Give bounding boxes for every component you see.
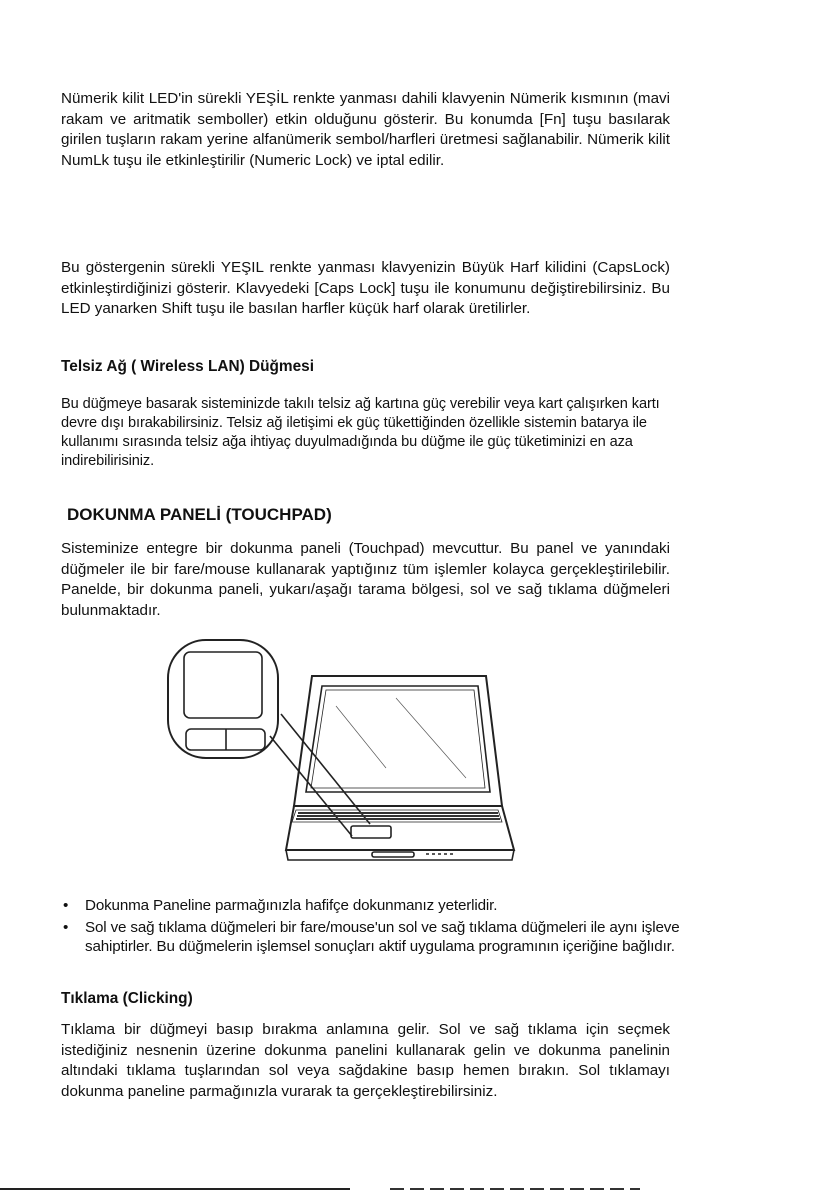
wireless-paragraph: Bu düğmeye basarak sisteminizde takılı telsiz ağ kartına güç verebilir veya kart çalışırken kartı devre dışı bırakabilirsiniz. Telsiz ağ iletişimi ek güç tükettiğinden özellikle sistemin batarya ile kullanımı sırasında telsiz ağa ihtiyaç duyulmadığında bu düğme ile güç tüketiminizi en aza indirebilirisiniz. (61, 396, 660, 469)
footer-rule (0, 1188, 350, 1190)
capslock-paragraph: Bu göstergenin sürekli YEŞIL renkte yanması klavyenizin Büyük Harf kilidini (CapsLock) etkinleştirdiğinizi gösterir. Klavyedeki [Caps Lock] tuşu ile konumunu değiştirebilirsiniz. Bu LED yanarken Shift tuşu ile basılan harfler küçük harf olarak üretilirler. (61, 259, 670, 317)
touchpad-heading: DOKUNMA PANELİ (TOUCHPAD) (67, 505, 332, 524)
clicking-heading: Tıklama (Clicking) (61, 990, 193, 1007)
laptop-touchpad-illustration (146, 628, 518, 882)
footer-marks (390, 1188, 640, 1190)
wireless-heading: Telsiz Ağ ( Wireless LAN) Düğmesi (61, 358, 314, 375)
touchpad-paragraph: Sisteminize entegre bir dokunma paneli (Touchpad) mevcuttur. Bu panel ve yanındaki düğmeler ile bir fare/mouse kullanarak yaptığınız tüm işlemler kolayca gerçekleştirilebilir. Panelde, bir dokunma paneli, yukarı/aşağı tarama bölgesi, sol ve sağ tıklama düğmeleri bulunmaktadır. (61, 540, 670, 619)
bullet-item: • Dokunma Paneline parmağınızla hafifçe dokunmanız yeterlidir. (61, 896, 681, 916)
touchpad-bullet-list (61, 896, 681, 959)
bullet-item: • Sol ve sağ tıklama düğmeleri bir fare/mouse'un sol ve sağ tıklama düğmeleri ile aynı işleve sahiptirler. Bu düğmelerin işlemsel sonuçları aktif uygulama programının içeriğine bağlıdır. (61, 918, 681, 957)
numlock-paragraph: Nümerik kilit LED'in sürekli YEŞİL renkte yanması dahili klavyenin Nümerik kısmının (mavi rakam ve aritmatik semboller) etkin olduğunu gösterir. Bu konumda [Fn] tuşu basılarak girilen tuşların rakam yerine alfanümerik sembol/harfleri üretmesi sağlanabilir. Nümerik kilit NumLk tuşu ile etkinleştirilir (Numeric Lock) ve iptal edilir. (61, 90, 670, 169)
clicking-paragraph: Tıklama bir düğmeyi basıp bırakma anlamına gelir. Sol ve sağ tıklama için seçmek istediğiniz nesnenin üzerine dokunma panelini kullanarak gelin ve dokunma panelinin altındaki tıklama tuşlarından sol veya sağdakine basıp hemen bırakın. Sol tıklamayı dokunma paneline parmağınızla vurarak ta gerçekleştirebilirsiniz. (61, 1021, 670, 1100)
